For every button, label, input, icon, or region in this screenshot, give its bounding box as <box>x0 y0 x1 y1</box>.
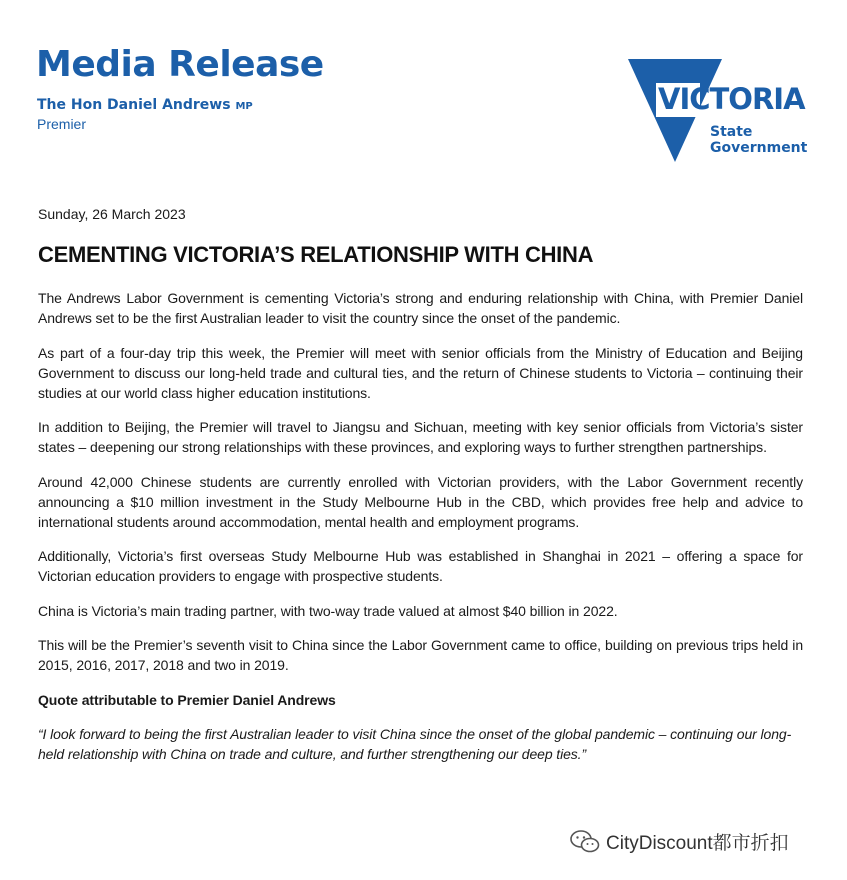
logo-sub-line2: Government <box>710 140 808 156</box>
paragraph: In addition to Beijing, the Premier will travel to Jiangsu and Sichuan, meeting with key senior officials from Victoria’s sister states – deepening our strong relationships with these provinces, and exploring ways to further strengthen partnerships. <box>38 419 803 455</box>
release-body <box>38 288 803 778</box>
paragraph: The Andrews Labor Government is cementing Victoria’s strong and enduring relationship with China, with Premier Daniel Andrews set to be the first Australian leader to visit the country since the onset of the pandemic. <box>38 290 803 326</box>
paragraph: China is Victoria’s main trading partner, with two-way trade valued at almost $40 billion in 2022. <box>38 602 618 619</box>
watermark <box>570 828 789 855</box>
minister-name <box>37 97 253 113</box>
quote: “I look forward to being the first Australian leader to visit China since the onset of the global pandemic – continuing our long-held relationship with China on trade and culture, and further strengthening our deep ties.” <box>38 725 792 762</box>
paragraph: This will be the Premier’s seventh visit to China since the Labor Government came to office, building on previous trips held in 2015, 2016, 2017, 2018 and two in 2019. <box>38 637 803 673</box>
logo-sub-line1: State <box>710 124 753 140</box>
logo-wordmark: VICTORIA <box>658 82 805 116</box>
quote-heading: Quote attributable to Premier Daniel Andrews <box>38 691 336 708</box>
minister-role: Premier <box>37 116 87 132</box>
paragraph: As part of a four-day trip this week, the Premier will meet with senior officials from the Ministry of Education and Beijing Government to discuss our long-held trade and cultural ties, and the return of Chinese students to Victoria – continuing their studies at our world class higher education institutions. <box>38 344 803 401</box>
watermark-text: CityDiscount都市折扣 <box>606 833 789 854</box>
media-release-title: Media Release <box>36 44 324 85</box>
victoria-logo <box>626 57 826 167</box>
paragraph: Additionally, Victoria’s first overseas Study Melbourne Hub was established in Shanghai in 2021 – offering a space for Victorian education providers to engage with prospective students. <box>38 548 803 584</box>
wechat-icon <box>570 829 600 855</box>
minister-suffix: MP <box>235 101 253 112</box>
release-date: Sunday, 26 March 2023 <box>38 206 186 222</box>
logo-subtitle <box>710 124 807 156</box>
headline: CEMENTING VICTORIA’S RELATIONSHIP WITH CHINA <box>38 242 594 267</box>
paragraph: Around 42,000 Chinese students are currently enrolled with Victorian providers, with the Labor Government recently announcing a $10 million investment in the Study Melbourne Hub in the CBD, which provides free help and advice to international students around accommodation, mental health and employment programs. <box>38 473 803 530</box>
minister-name-text: The Hon Daniel Andrews <box>37 97 231 113</box>
